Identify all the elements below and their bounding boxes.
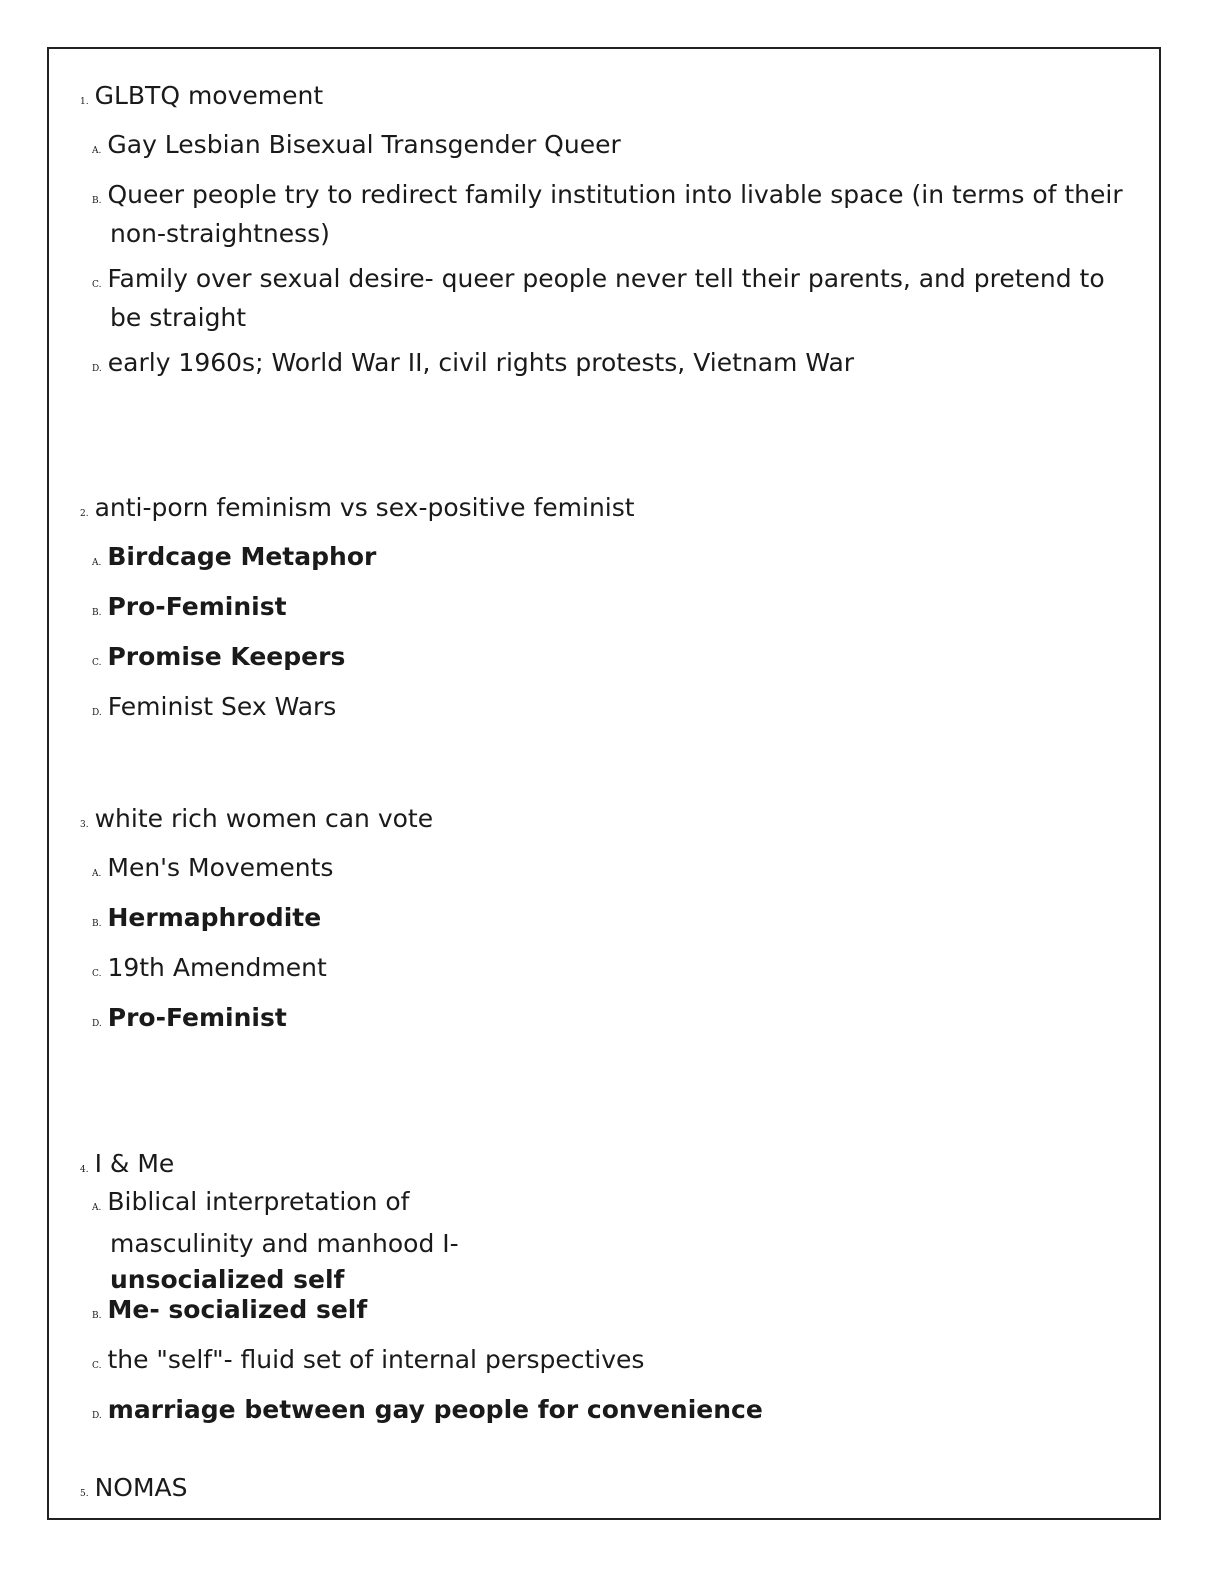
answer-1c[interactable]: [92, 262, 1132, 335]
answer-3d[interactable]: [92, 1001, 1132, 1041]
answer-letter: A.: [92, 558, 102, 568]
question-3: [80, 804, 433, 840]
answer-3a[interactable]: [92, 851, 1132, 891]
answer-letter: B.: [92, 196, 102, 206]
answer-text: the "self"- fluid set of internal perspectives: [107, 1345, 645, 1374]
answer-text: Hermaphrodite: [107, 903, 322, 932]
answer-2d[interactable]: [92, 690, 1132, 730]
answer-text: Me- socialized self: [107, 1295, 368, 1324]
answer-text-part: I-: [442, 1229, 459, 1258]
question-text: I & Me: [94, 1149, 175, 1178]
answer-text: Promise Keepers: [107, 642, 346, 671]
answer-letter: A.: [92, 1203, 102, 1213]
answer-text: Gay Lesbian Bisexual Transgender Queer: [107, 130, 621, 159]
answer-letter: D.: [92, 1411, 102, 1421]
answer-letter: A.: [92, 869, 102, 879]
question-text: anti-porn feminism vs sex-positive feminist: [94, 493, 635, 522]
answer-text-continued: non-straightness): [110, 219, 330, 248]
answer-text: Pro-Feminist: [107, 1003, 287, 1032]
answer-letter: D.: [92, 708, 102, 718]
answer-text: Queer people try to redirect family institution into livable space (in terms of their: [107, 180, 1123, 209]
answer-text-part: masculinity and manhood: [110, 1229, 435, 1258]
answer-3b[interactable]: [92, 901, 1132, 941]
answer-text: Men's Movements: [107, 853, 334, 882]
answer-letter: B.: [92, 1311, 102, 1321]
answer-1d[interactable]: [92, 346, 1132, 386]
question-number: 3.: [80, 820, 89, 830]
question-number: 5.: [80, 1489, 89, 1499]
answer-letter: C.: [92, 658, 102, 668]
answer-2c[interactable]: [92, 640, 1132, 680]
question-5: [80, 1473, 188, 1509]
answer-text: early 1960s; World War II, civil rights protests, Vietnam War: [107, 348, 855, 377]
question-number: 4.: [80, 1165, 89, 1175]
answer-text-continued: be straight: [110, 303, 247, 332]
answer-text: 19th Amendment: [107, 953, 327, 982]
answer-text: Feminist Sex Wars: [107, 692, 337, 721]
question-text: white rich women can vote: [94, 804, 434, 833]
answer-1a[interactable]: [92, 128, 1132, 168]
answer-letter: C.: [92, 969, 102, 979]
question-1: [80, 81, 323, 117]
answer-text-line3: unsocialized self: [110, 1265, 345, 1294]
answer-letter: D.: [92, 364, 102, 374]
answer-letter: A.: [92, 146, 102, 156]
answer-3c[interactable]: [92, 951, 1132, 991]
answer-text: Biblical interpretation of: [107, 1187, 410, 1216]
question-4: [80, 1149, 174, 1185]
answer-4d[interactable]: [92, 1393, 1132, 1433]
answer-1b[interactable]: [92, 178, 1132, 251]
answer-text-line2: [92, 1226, 1132, 1262]
answer-2b[interactable]: [92, 590, 1132, 630]
answer-2a[interactable]: [92, 540, 1132, 580]
question-text: NOMAS: [94, 1473, 188, 1502]
answer-letter: D.: [92, 1019, 102, 1029]
question-text: GLBTQ movement: [94, 81, 324, 110]
answer-4b[interactable]: [92, 1293, 1132, 1333]
answer-text: Pro-Feminist: [107, 592, 287, 621]
question-number: 2.: [80, 509, 89, 519]
answer-text: Birdcage Metaphor: [107, 542, 377, 571]
answer-letter: C.: [92, 280, 102, 290]
answer-letter: B.: [92, 919, 102, 929]
question-number: 1.: [80, 97, 89, 107]
answer-4a[interactable]: [92, 1184, 1132, 1298]
answer-text: Family over sexual desire- queer people never tell their parents, and pretend to: [107, 264, 1105, 293]
answer-4c[interactable]: [92, 1343, 1132, 1383]
answer-text: marriage between gay people for convenience: [107, 1395, 763, 1424]
answer-letter: B.: [92, 608, 102, 618]
question-2: [80, 493, 635, 529]
answer-letter: C.: [92, 1361, 102, 1371]
